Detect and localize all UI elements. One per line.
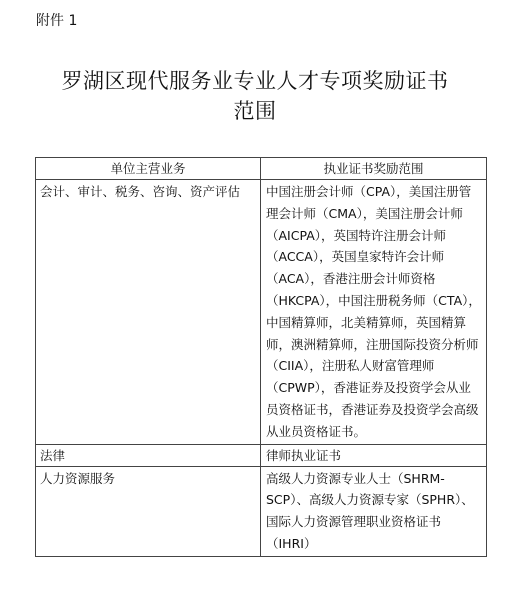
document-title-line1: 罗湖区现代服务业专业人才专项奖励证书: [61, 69, 449, 93]
certificate-scope-table: [35, 157, 487, 557]
attachment-label: 附件 1: [36, 13, 78, 29]
table-row: [36, 466, 487, 556]
table-row: [36, 444, 487, 466]
column-header-business: 单位主营业务: [36, 158, 261, 180]
document-title-line2: 范围: [233, 99, 277, 123]
certificates-cell: 律师执业证书: [261, 444, 487, 466]
business-cell: 人力资源服务: [36, 466, 261, 556]
certificates-cell: 高级人力资源专业人士（SHRM-SCP）、高级人力资源专家（SPHR）、国际人力资源管理职业资格证书（IHRI）: [261, 466, 487, 556]
certificates-cell: 中国注册会计师（CPA），美国注册管理会计师（CMA），美国注册会计师（AICPA），英国特许注册会计师（ACCA），英国皇家特许会计师（ACA），香港注册会计师资格（HKCPA），中国注册税务师（CTA），中国精算师，北美精算师，英国精算师，澳洲精算师，注册国际投资分析师（CIIA），注册私人财富管理师（CPWP），香港证券及投资学会从业员资格证书，香港证券及投资学会高级从业员资格证书。: [261, 180, 487, 445]
table-header-row: [36, 158, 487, 180]
business-cell: 会计、审计、税务、咨询、资产评估: [36, 180, 261, 445]
table-row: [36, 180, 487, 445]
business-cell: 法律: [36, 444, 261, 466]
column-header-certificates: 执业证书奖励范围: [261, 158, 487, 180]
document-title: [30, 66, 480, 126]
